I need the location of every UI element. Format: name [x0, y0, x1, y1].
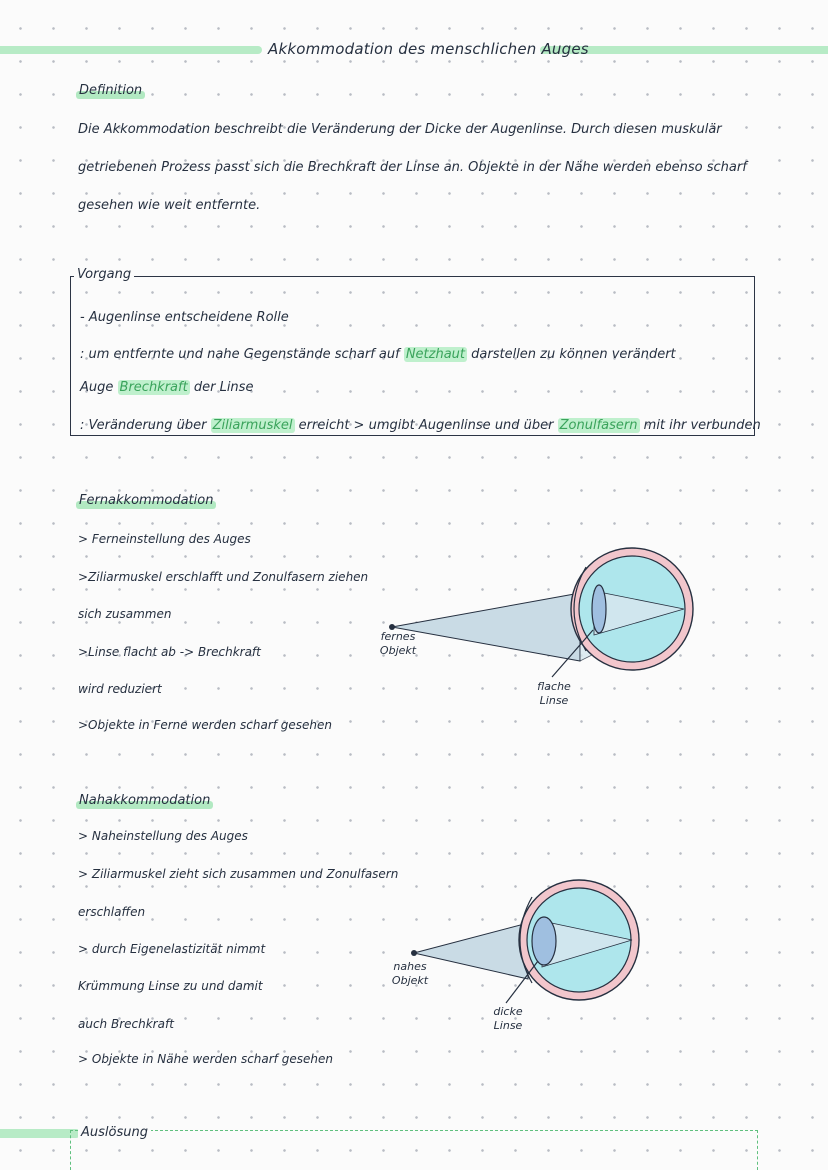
- vorgang-line: [80, 418, 761, 433]
- vorgang-line4-text-b: erreicht > umgibt Augenlinse und über: [298, 418, 554, 433]
- brechkraft-highlight: Brechkraft: [119, 380, 188, 395]
- netzhaut-highlight: Netzhaut: [405, 347, 466, 362]
- vorgang-line2-text-a: : um entfernte und nahe Gegenstände scharf auf: [80, 347, 400, 362]
- far-object-label-2: Objekt: [379, 644, 417, 657]
- nah-line: > durch Eigenelastizität nimmt: [78, 942, 266, 956]
- vorgang-line: [80, 310, 289, 325]
- zonulfasern-highlight: Zonulfasern: [559, 418, 638, 433]
- fern-line: >Ziliarmuskel erschlafft und Zonulfasern ziehen: [78, 570, 369, 584]
- nah-heading: [76, 792, 213, 809]
- near-object-dot: [411, 950, 417, 956]
- vorgang-line: [80, 347, 676, 362]
- vorgang-line3-text-b: der Linse: [193, 380, 254, 395]
- near-lens-label-1: dicke: [493, 1005, 523, 1018]
- nah-line: > Naheinstellung des Auges: [78, 829, 248, 843]
- near-lens-label: [484, 1005, 532, 1033]
- far-lens-label-1: flache: [537, 680, 571, 693]
- near-object-label: [386, 960, 434, 988]
- definition-line: Die Akkommodation beschreibt die Veränderung der Dicke der Augenlinse. Durch diesen muskulär: [78, 122, 722, 137]
- vorgang-line3-text-a: Auge: [80, 380, 114, 395]
- ausloesung-box: [70, 1130, 758, 1170]
- definition-line: getriebenen Prozess passt sich die Brechkraft der Linse an. Objekte in der Nähe werden ebenso scharf: [78, 160, 747, 175]
- nah-line: > Ziliarmuskel zieht sich zusammen und Zonulfasern: [78, 867, 399, 881]
- vorgang-heading-label: Vorgang: [77, 267, 132, 282]
- nah-heading-label: Nahakkommodation: [79, 793, 211, 808]
- fern-line: >Linse flacht ab -> Brechkraft: [78, 645, 261, 659]
- ziliarmuskel-highlight: Ziliarmuskel: [212, 418, 293, 433]
- fern-line: wird reduziert: [78, 682, 162, 696]
- ausloesung-heading-label: Auslösung: [81, 1125, 148, 1140]
- vorgang-line4-text-a: : Veränderung über: [80, 418, 207, 433]
- far-lens-label: [530, 680, 578, 708]
- near-lens-label-2: Linse: [493, 1019, 523, 1032]
- far-lens-label-2: Linse: [539, 694, 569, 707]
- near-eye-diagram: [380, 875, 660, 1025]
- fern-line: > Ferneinstellung des Auges: [78, 532, 251, 546]
- fern-line: sich zusammen: [78, 607, 172, 621]
- near-eye-lens: [532, 917, 556, 965]
- vorgang-line2-text-b: darstellen zu können verändert: [471, 347, 676, 362]
- vorgang-heading: [74, 266, 134, 283]
- near-object-label-1: nahes: [393, 960, 427, 973]
- nah-line: auch Brechkraft: [78, 1017, 174, 1031]
- nah-line: erschlaffen: [78, 905, 146, 919]
- nah-line: > Objekte in Nähe werden scharf gesehen: [78, 1052, 333, 1066]
- definition-heading-label: Definition: [79, 83, 143, 98]
- fern-line: >Objekte in Ferne werden scharf gesehen: [78, 718, 333, 732]
- vorgang-line1-text: - Augenlinse entscheidene Rolle: [80, 310, 289, 325]
- vorgang-line: [80, 380, 253, 395]
- vorgang-line4-text-c: mit ihr verbunden: [643, 418, 761, 433]
- fern-heading: [76, 492, 216, 509]
- nah-line: Krümmung Linse zu und damit: [78, 979, 263, 993]
- fern-heading-label: Fernakkommodation: [79, 493, 214, 508]
- definition-heading: [76, 82, 145, 99]
- far-object-label-1: fernes: [380, 630, 416, 643]
- near-object-label-2: Objekt: [391, 974, 429, 987]
- ausloesung-bar: [0, 1129, 80, 1138]
- far-object-label: [374, 630, 422, 658]
- title-bar-left: [0, 46, 262, 54]
- far-eye-lens: [592, 585, 606, 633]
- ausloesung-heading: [78, 1124, 151, 1141]
- page-title: Akkommodation des menschlichen Auges: [268, 40, 589, 58]
- definition-line: gesehen wie weit entfernte.: [78, 198, 261, 213]
